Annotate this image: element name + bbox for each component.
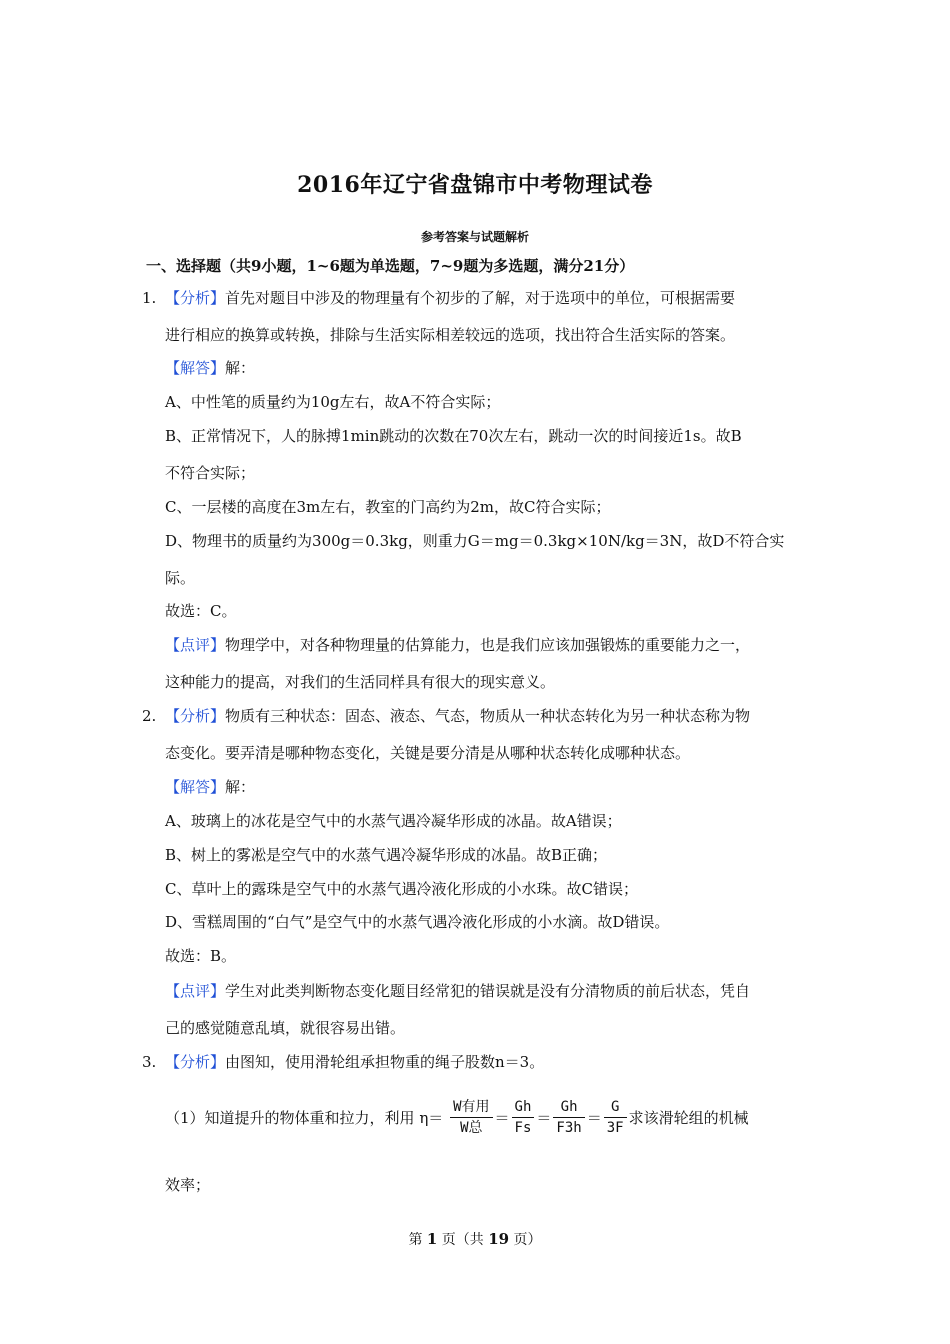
comment-tag: 【点评】 — [165, 982, 226, 1000]
q3-analysis-text: 由图知，使用滑轮组承担物重的绳子股数n＝3。 — [225, 1053, 545, 1071]
q1-option-d-cont: 际。 — [165, 569, 196, 587]
q1-option-b: B、正常情况下，人的脉搏1min跳动的次数在70次左右，跳动一次的时间接近1s。故B — [165, 427, 742, 445]
formula-lead-text: （1）知道提升的物体重和拉力，利用 η＝ — [165, 1109, 444, 1127]
page-subtitle: 参考答案与试题解析 — [420, 230, 529, 244]
q2-comment-line — [165, 981, 750, 1001]
equals-sign: ＝ — [586, 1109, 602, 1127]
q1-comment-cont: 这种能力的提高，对我们的生活同样具有很大的现实意义。 — [165, 673, 556, 691]
analysis-tag: 【分析】 — [165, 1053, 226, 1071]
footer-total-pages: 19 — [488, 1230, 510, 1248]
footer-middle: 页（共 — [437, 1232, 489, 1248]
footer-prefix: 第 — [408, 1232, 427, 1248]
q2-analysis-cont: 态变化。要弄清是哪种物态变化，关键是要分清是从哪种状态转化成哪种状态。 — [165, 744, 691, 762]
q2-comment-text: 学生对此类判断物态变化题目经常犯的错误就是没有分清物质的前后状态，凭自 — [225, 982, 751, 1000]
q2-option-a: A、玻璃上的冰花是空气中的水蒸气遇冷凝华形成的冰晶。故A错误； — [165, 812, 622, 830]
page-title: 2016年辽宁省盘锦市中考物理试卷 — [297, 172, 653, 198]
fraction-denominator: F3h — [556, 1120, 582, 1136]
q2-option-c: C、草叶上的露珠是空气中的水蒸气遇冷液化形成的小水珠。故C错误； — [165, 880, 638, 898]
q2-analysis-line — [165, 706, 750, 726]
answer-tag: 【解答】 — [165, 778, 226, 796]
q1-choice: 故选：C。 — [165, 602, 237, 620]
q1-comment-text: 物理学中，对各种物理量的估算能力，也是我们应该加强锻炼的重要能力之一， — [225, 636, 751, 654]
question-number: 1. — [142, 289, 157, 307]
comment-tag: 【点评】 — [165, 636, 226, 654]
section-heading: 一、选择题（共9小题，1~6题为单选题，7~9题为多选题，满分21分） — [146, 257, 635, 275]
q2-comment-cont: 己的感觉随意乱填，就很容易出错。 — [165, 1019, 406, 1037]
fraction-denominator: Fs — [514, 1120, 532, 1136]
fraction-w-useful-over-w-total — [450, 1098, 492, 1137]
q1-answer-line — [165, 358, 255, 378]
fraction-numerator: Gh — [553, 1098, 584, 1118]
equals-sign: ＝ — [536, 1109, 552, 1127]
fraction-numerator: W有用 — [450, 1098, 492, 1118]
fraction-numerator: G — [604, 1098, 627, 1118]
equals-sign: ＝ — [494, 1109, 510, 1127]
q2-answer-lead: 解： — [225, 778, 256, 796]
footer-page-number: 1 — [426, 1230, 438, 1248]
q2-option-d: D、雪糕周围的“白气”是空气中的水蒸气遇冷液化形成的小水滴。故D错误。 — [165, 913, 670, 931]
answer-tag: 【解答】 — [165, 359, 226, 377]
q1-analysis-cont: 进行相应的换算或转换，排除与生活实际相差较远的选项，找出符合生活实际的答案。 — [165, 326, 736, 344]
analysis-tag: 【分析】 — [165, 707, 226, 725]
question-number: 2. — [142, 707, 157, 725]
q1-analysis-text: 首先对题目中涉及的物理量有个初步的了解，对于选项中的单位，可根据需要 — [225, 289, 736, 307]
q1-option-d: D、物理书的质量约为300g＝0.3kg，则重力G＝mg＝0.3kg×10N/kg＝3N，故D不符合实 — [165, 532, 785, 550]
formula-tail-text: 求该滑轮组的机械 — [628, 1109, 749, 1127]
q1-answer-lead: 解： — [225, 359, 256, 377]
q2-choice: 故选：B。 — [165, 947, 237, 965]
q2-answer-line — [165, 777, 255, 797]
q2-analysis-text: 物质有三种状态：固态、液态、气态，物质从一种状态转化为另一种状态称为物 — [225, 707, 751, 725]
analysis-tag: 【分析】 — [165, 289, 226, 307]
q3-formula-wrap: 效率； — [165, 1176, 211, 1194]
q1-option-b-cont: 不符合实际； — [165, 464, 256, 482]
q1-comment-line — [165, 635, 750, 655]
question-number: 3. — [142, 1053, 157, 1071]
page-footer — [0, 1229, 950, 1249]
efficiency-formula-line — [165, 1098, 749, 1146]
fraction-g-over-3f — [604, 1098, 627, 1137]
fraction-gh-over-f3h — [553, 1098, 584, 1137]
q3-analysis-line — [165, 1052, 544, 1072]
fraction-denominator: W总 — [460, 1120, 483, 1136]
footer-suffix: 页） — [509, 1232, 542, 1248]
fraction-denominator: 3F — [606, 1120, 624, 1136]
fraction-gh-over-fs — [512, 1098, 535, 1137]
q2-option-b: B、树上的雾凇是空气中的水蒸气遇冷凝华形成的冰晶。故B正确； — [165, 846, 608, 864]
q1-option-c: C、一层楼的高度在3m左右，教室的门高约为2m，故C符合实际； — [165, 498, 611, 516]
q1-analysis-line — [165, 288, 735, 308]
q1-option-a: A、中性笔的质量约为10g左右，故A不符合实际； — [165, 393, 501, 411]
fraction-numerator: Gh — [512, 1098, 535, 1118]
